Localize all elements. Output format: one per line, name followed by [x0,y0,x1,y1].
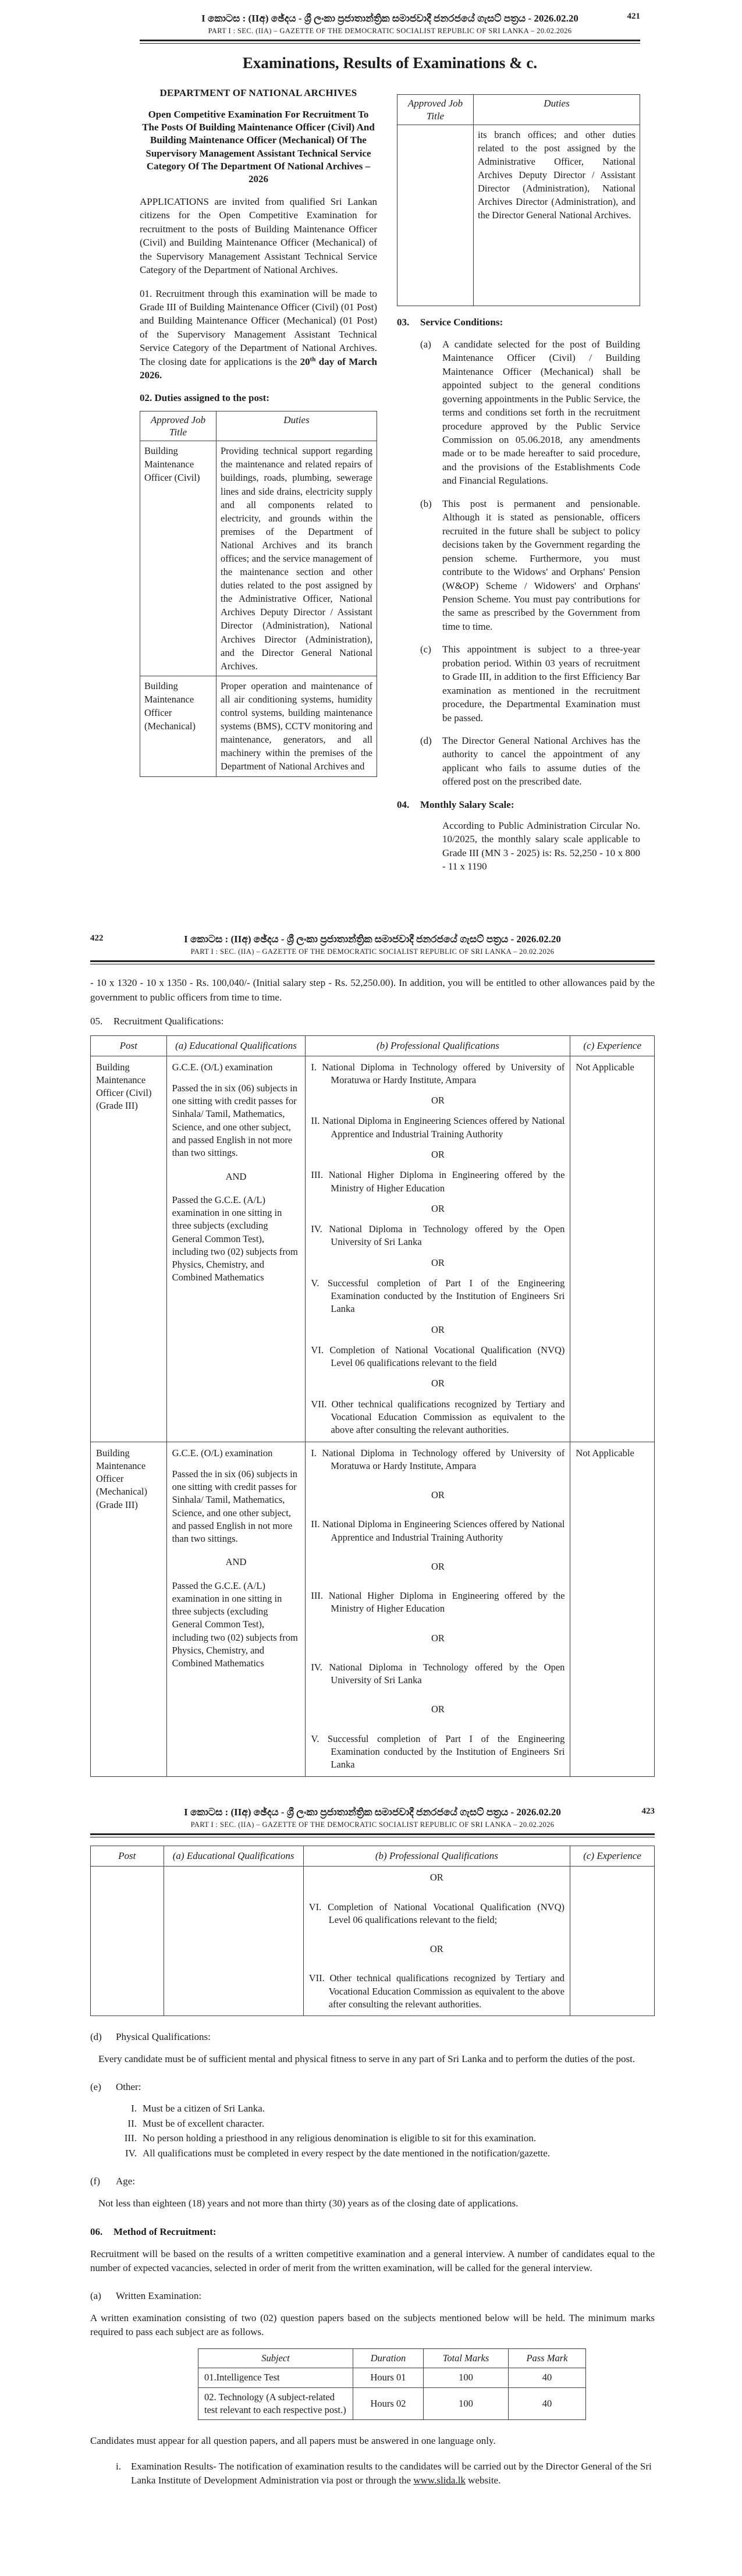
or-separator: OR [431,1202,445,1214]
closing-date-text: day of March 2026. [140,356,377,381]
job-title-cell-empty [397,125,474,306]
edu-paragraph: G.C.E. (O/L) examination [172,1447,273,1459]
edu-paragraph: G.C.E. (O/L) examination [172,1061,273,1073]
paragraph-01 [140,287,377,382]
condition-label: (a) [420,338,431,350]
masthead-rule [90,960,655,965]
col-educational-qualifications: (a) Educational Qualifications [164,1846,303,1867]
prof-item: I. National Diploma in Technology offered by University of Moratuwa or Hardy Institute, Ampara [311,1061,565,1085]
section-f-heading [90,2176,655,2187]
col-professional-qualifications: (b) Professional Qualifications [303,1846,570,1867]
results-text-before: Examination Results- The notification of examination results to the candidates will be carried out by the Director General of the Sri Lanka Institute of Development Administration via post or through the [131,2461,652,2486]
two-column-layout [140,87,640,883]
section-05-title: Recruitment Qualifications: [113,1015,224,1027]
job-title-cell: Building Maintenance Officer (Mechanical) [140,676,216,776]
list-item [116,2131,655,2146]
section-03-heading [397,317,640,328]
section-a-heading [90,2290,655,2302]
experience-cell-empty [570,1867,655,2016]
table-row [140,441,377,676]
post-cell-empty [91,1867,164,2016]
educational-cell [166,1056,306,1442]
col-duration: Duration [353,2349,424,2368]
section-d-title: Physical Qualifications: [116,2031,211,2043]
duration-cell: Hours 01 [353,2368,424,2387]
condition-label: (d) [420,735,432,747]
or-separator: OR [429,1943,443,1955]
prof-item: II. National Diploma in Engineering Sciences offered by National Apprentice and Industrial Training Authority [311,1115,565,1140]
or-separator: OR [431,1149,445,1160]
right-column [397,87,640,883]
edu-paragraph: Passed the G.C.E. (A/L) examination in one sitting in three subjects (excluding General Common Test), including two (02) subjects from Physics, Chemistry, and Combined Mathematics [172,1194,298,1283]
col-educational-qualifications: (a) Educational Qualifications [166,1035,306,1056]
intro-paragraph: APPLICATIONS are invited from qualified Sri Lankan citizens for the Open Competitive Examination for recruitment to the posts of Building Maintenance Officer (Civil) and Building Maintenance Officer (Mechanical) of the Supervisory Management Assistant Technical Service Category of the Department of National Archives. [140,196,377,276]
list-item [116,2116,655,2131]
examination-results-item [116,2460,655,2488]
or-separator: OR [429,1872,443,1883]
table-row [91,1442,655,1776]
item-numeral: IV. [125,2147,137,2159]
col-subject: Subject [198,2349,353,2368]
item-text: All qualifications must be completed in every respect by the date mentioned in the notification/gazette. [143,2147,551,2159]
or-separator: OR [431,1095,445,1106]
col-total-marks: Total Marks [424,2349,509,2368]
prof-item: VI. Completion of National Vocational Qualification (NVQ) Level 06 qualifications relevant to the field; [308,1901,565,1925]
condition-text: This post is permanent and pensionable. Although it is stated as pensionable, officers recruited in the future shall be subject to policy decisions taken by the Government regarding the pension scheme. Furthermore, you must contribute to the Widows' and Orphans' Pension (W&OP) Scheme / Widowers' and Orphans' Pension Scheme. You must pay contributions for the same as prescribed by the Government from time to time. [442,498,640,632]
gazette-page-423 [0,1781,742,2576]
left-column [140,87,377,883]
table-row [397,125,640,306]
item-text: Must be of excellent character. [143,2117,265,2129]
or-separator: OR [431,1489,445,1501]
prof-item: IV. National Diploma in Technology offered by the Open University of Sri Lanka [311,1223,565,1248]
list-item [116,2101,655,2116]
condition-item-b [420,497,640,634]
section-06-heading [90,2226,655,2238]
written-examination-table [198,2348,586,2420]
masthead-rule [90,1833,655,1838]
section-f-label: (f) [90,2176,100,2187]
item-numeral: I. [131,2103,137,2114]
prof-item: VII. Other technical qualifications recognized by Tertiary and Vocational Education Commission as equivalent to the above after consulting the relevant authorities. [308,1972,565,2010]
section-02-heading: 02. Duties assigned to the post: [140,392,269,403]
notice-heading: Open Competitive Examination For Recruitment To The Posts Of Building Maintenance Officer (Civil) And Building Maintenance Officer (Mechanical) Of The Supervisory Management Assistant Technical Service Category Of The Department Of National Archives – 2026 [142,109,375,184]
page2-content [90,976,655,1776]
list-item [116,2146,655,2161]
results-text-after: website. [465,2475,501,2486]
page-number: 423 [641,1807,655,1816]
other-requirements-list [90,2101,655,2160]
prof-item: I. National Diploma in Technology offered by University of Moratuwa or Hardy Institute, Ampara [311,1447,565,1471]
qualifications-header-row [91,1035,655,1056]
table-row [198,2387,586,2420]
or-separator: OR [431,1324,445,1335]
section-d-text: Every candidate must be of sufficient mental and physical fitness to serve in any part of Sri Lanka and to perform the duties of the post. [98,2053,636,2065]
or-separator: OR [431,1378,445,1389]
section-05-number: 05. [90,1015,103,1027]
table-row [91,1056,655,1442]
masthead [90,1781,655,1837]
total-marks-cell: 100 [424,2387,509,2420]
section-06-title: Method of Recruitment: [113,2226,216,2237]
duties-cell: Providing technical support regarding the maintenance and related repairs of buildings, roads, plumbing, sewerage lines and side drains, electricity supply and all components related to electricity, and grounds within the premises of the Department of National Archives and its branch offices; and the service management of the maintenance section and other duties related to the post assigned by the Administrative Officer, National Archives Deputy Director / Assistant Director (Administration), National Archives Director (Administration), and the Director General National Archives. [216,441,377,676]
table-row [140,676,377,776]
pass-mark-cell: 40 [509,2387,586,2420]
closing-date-number: 20 [300,356,310,367]
masthead-english: PART I : SEC. (IIA) – GAZETTE OF THE DEMOCRATIC SOCIALIST REPUBLIC OF SRI LANKA – 20.02.2026 [190,947,555,956]
col-approved-job-title: Approved Job Title [397,95,474,125]
job-title-cell: Building Maintenance Officer (Civil) [140,441,216,676]
masthead-english: PART I : SEC. (IIA) – GAZETTE OF THE DEMOCRATIC SOCIALIST REPUBLIC OF SRI LANKA – 20.02.2026 [190,1820,555,1829]
table-row [198,2368,586,2387]
section-06-number: 06. [90,2226,103,2237]
results-text [131,2460,655,2488]
educational-cell-empty [164,1867,303,2016]
total-marks-cell: 100 [424,2368,509,2387]
condition-label: (b) [420,498,432,509]
section-03-number: 03. [397,316,410,328]
or-separator: OR [431,1704,445,1715]
masthead-rule [140,40,640,44]
or-separator: OR [431,1257,445,1268]
section-d-label: (d) [90,2031,102,2043]
edu-paragraph: Passed the in six (06) subjects in one sitting with credit passes for Sinhala/ Tamil, Mathematics, Science, and one other subject, and passed English in not more than two sittings. [172,1468,297,1545]
department-heading: DEPARTMENT OF NATIONAL ARCHIVES [159,87,357,99]
gazette-page-421 [0,0,742,908]
prof-item: VII. Other technical qualifications recognized by Tertiary and Vocational Education Commission as equivalent to the above after consulting the relevant authorities. [311,1398,565,1436]
and-separator: AND [225,1170,247,1182]
condition-text: This appointment is subject to a three-year probation period. Within 03 years of recruitment to Grade III, in addition to the first Efficiency Bar examination as mentioned in the recruitment procedure, the Departmental Examination must be passed. [442,644,640,723]
results-label: i. [116,2461,121,2472]
document-title: Examinations, Results of Examinations & c. [242,54,538,72]
section-04-number: 04. [397,799,410,810]
section-05-heading [90,1016,655,1027]
col-professional-qualifications: (b) Professional Qualifications [306,1035,570,1056]
item-numeral: II. [127,2117,137,2129]
condition-item-d [420,734,640,789]
section-f-title: Age: [116,2176,136,2187]
condition-item-c [420,643,640,725]
edu-paragraph: Passed the G.C.E. (A/L) examination in one sitting in three subjects (excluding General Common Test), including two (02) subjects from Physics, Chemistry, and Combined Mathematics [172,1580,298,1669]
section-04-title: Monthly Salary Scale: [420,799,514,810]
and-separator: AND [225,1556,247,1568]
section-a-label: (a) [90,2290,101,2301]
post-cell: Building Maintenance Officer (Civil) (Grade III) [91,1056,167,1442]
experience-cell: Not Applicable [570,1056,655,1442]
professional-cell [306,1056,570,1442]
page-number: 421 [627,12,640,21]
salary-scale-paragraph: According to Public Administration Circular No. 10/2025, the monthly salary scale applicable to Grade III (MN 3 - 2025) is: Rs. 52,250 - 10 x 800 - 11 x 1190 [442,819,640,872]
prof-item: V. Successful completion of Part I of the Engineering Examination conducted by the Institution of Engineers Sri Lanka [311,1733,565,1770]
professional-cell [306,1442,570,1776]
masthead-sinhala: I කොටස : (IIඅ) ඡේදය - ශ්‍රී ලංකා ප්‍රජාතාන්ත්‍රික සමාජවාදී ජනරජයේ ගැසට් පත්‍රය - 2026.02.20 [201,13,578,24]
duration-cell: Hours 02 [353,2387,424,2420]
duties-table-header-row [140,411,377,441]
item-text: Must be a citizen of Sri Lanka. [143,2103,265,2114]
experience-cell: Not Applicable [570,1442,655,1776]
duties-table-header-row [397,95,640,125]
col-duties: Duties [474,95,640,125]
professional-cell [303,1867,570,2016]
or-separator: OR [431,1560,445,1572]
prof-item: V. Successful completion of Part I of the Engineering Examination conducted by the Institution of Engineers Sri Lanka [311,1277,565,1315]
section-e-label: (e) [90,2081,101,2093]
salary-continuation-paragraph: - 10 x 1320 - 10 x 1350 - Rs. 100,040/- (Initial salary step - Rs. 52,250.00). In addition, you will be entitled to other allowances paid by the government to public officers from time to time. [90,977,655,1003]
pass-mark-cell: 40 [509,2368,586,2387]
duties-continuation-cell: its branch offices; and other duties related to the post assigned by the Administrative Officer, National Archives Deputy Director / Assistant Director (Administration), National Archives Director (Administration), and the Director General National Archives. [474,125,640,306]
educational-cell [166,1442,306,1776]
subject-cell: 02. Technology (A subject-related test relevant to each respective post.) [198,2387,353,2420]
masthead [140,12,640,44]
col-approved-job-title: Approved Job Title [140,411,216,441]
prof-item: IV. National Diploma in Technology offered by the Open University of Sri Lanka [311,1661,565,1686]
section-e-heading [90,2081,655,2093]
paragraph-01-text: 01. Recruitment through this examination will be made to Grade III of Building Maintenance Officer (Civil) (01 Post) and Building Maintenance Officer (Mechanical) (01 Post) of the Supervisory Management Assistant Technical Service Category of the Department of National Archives. The closing date for applications is the [140,288,377,367]
page-number: 422 [90,934,104,943]
masthead-sinhala: I කොටස : (IIඅ) ඡේදය - ශ්‍රී ලංකා ප්‍රජාතාන්ත්‍රික සමාජවාදී ජනරජයේ ගැසට් පත්‍රය - 2026.02.20 [184,1807,561,1818]
closing-date-ordinal: th [310,356,316,363]
item-text: No person holding a priesthood in any religious denomination is eligible to sit for this examination. [143,2133,537,2144]
condition-label: (c) [420,644,431,655]
duties-continuation-table [397,94,640,306]
table-row [91,1867,655,2016]
exam-note: Candidates must appear for all question papers, and all papers must be answered in one language only. [90,2435,496,2447]
prof-item: VI. Completion of National Vocational Qualification (NVQ) Level 06 qualifications relevant to the field [311,1344,565,1369]
condition-text: A candidate selected for the post of Building Maintenance Officer (Civil) / Building Maintenance Officer (Mechanical) shall be appointed subject to the general conditions governing appointments in the Public Service, the terms and conditions set forth in the recruitment procedure approved by the Public Service Commission on 05.06.2018, any amendments made or to be made hereafter to said procedure, and the provisions of the Establishments Code and Financial Regulations. [442,338,640,487]
section-04-heading [397,799,640,811]
qualifications-header-row [91,1846,655,1867]
prof-item: III. National Higher Diploma in Engineering offered by the Ministry of Higher Education [311,1169,565,1194]
prof-item: II. National Diploma in Engineering Sciences offered by National Apprentice and Industrial Training Authority [311,1518,565,1543]
section-a-text: A written examination consisting of two (02) question papers based on the subjects mentioned below will be held. The minimum marks required to pass each subject are as follows. [90,2312,655,2337]
section-d-heading [90,2031,655,2043]
gazette-page-422 [0,908,742,1781]
col-experience: (c) Experience [570,1035,655,1056]
duties-cell: Proper operation and maintenance of all air conditioning systems, humidity control systems, building maintenance systems (BMS), CCTV monitoring and maintenance, generators, and all machinery within the premises of the Department of National Archives and [216,676,377,776]
page3-content [90,1846,655,2488]
item-numeral: III. [124,2133,137,2144]
section-f-text: Not less than eighteen (18) years and not more than thirty (30) years as of the closing date of applications. [98,2198,519,2209]
recruitment-qualifications-table [90,1035,655,1777]
section-06-text: Recruitment will be based on the results of a written competitive examination and a general interview. A number of candidates equal to the number of expected vacancies, selected in order of merit from the written examination, will be called for the general interview. [90,2248,655,2273]
duties-table [140,411,377,777]
condition-text: The Director General National Archives has the authority to cancel the appointment of any applicant who fails to assume duties of the offered post on the prescribed date. [442,735,640,787]
section-a-title: Written Examination: [116,2290,202,2301]
subject-cell: 01.Intelligence Test [198,2368,353,2387]
or-separator: OR [431,1632,445,1644]
col-post: Post [91,1846,164,1867]
slida-website-link[interactable]: www.slida.lk [413,2475,466,2486]
masthead-english: PART I : SEC. (IIA) – GAZETTE OF THE DEMOCRATIC SOCIALIST REPUBLIC OF SRI LANKA – 20.02.2026 [208,26,572,35]
masthead-sinhala: I කොටස : (IIඅ) ඡේදය - ශ්‍රී ලංකා ප්‍රජාතාන්ත්‍රික සමාජවාදී ජනරජයේ ගැසට් පත්‍රය - 2026.02.20 [184,934,561,945]
edu-paragraph: Passed the in six (06) subjects in one sitting with credit passes for Sinhala/ Tamil, Mathematics, Science, and one other subject, and passed English in not more than two sittings. [172,1082,297,1159]
post-cell: Building Maintenance Officer (Mechanical) (Grade III) [91,1442,167,1776]
masthead [90,908,655,964]
section-e-title: Other: [116,2081,141,2093]
col-duties: Duties [216,411,377,441]
exam-table-header-row [198,2349,586,2368]
prof-item: III. National Higher Diploma in Engineering offered by the Ministry of Higher Education [311,1590,565,1615]
section-03-title: Service Conditions: [420,316,503,328]
qualifications-continuation-table [90,1846,655,2016]
col-experience: (c) Experience [570,1846,655,1867]
condition-item-a [420,338,640,488]
col-post: Post [91,1035,167,1056]
col-pass-mark: Pass Mark [509,2349,586,2368]
